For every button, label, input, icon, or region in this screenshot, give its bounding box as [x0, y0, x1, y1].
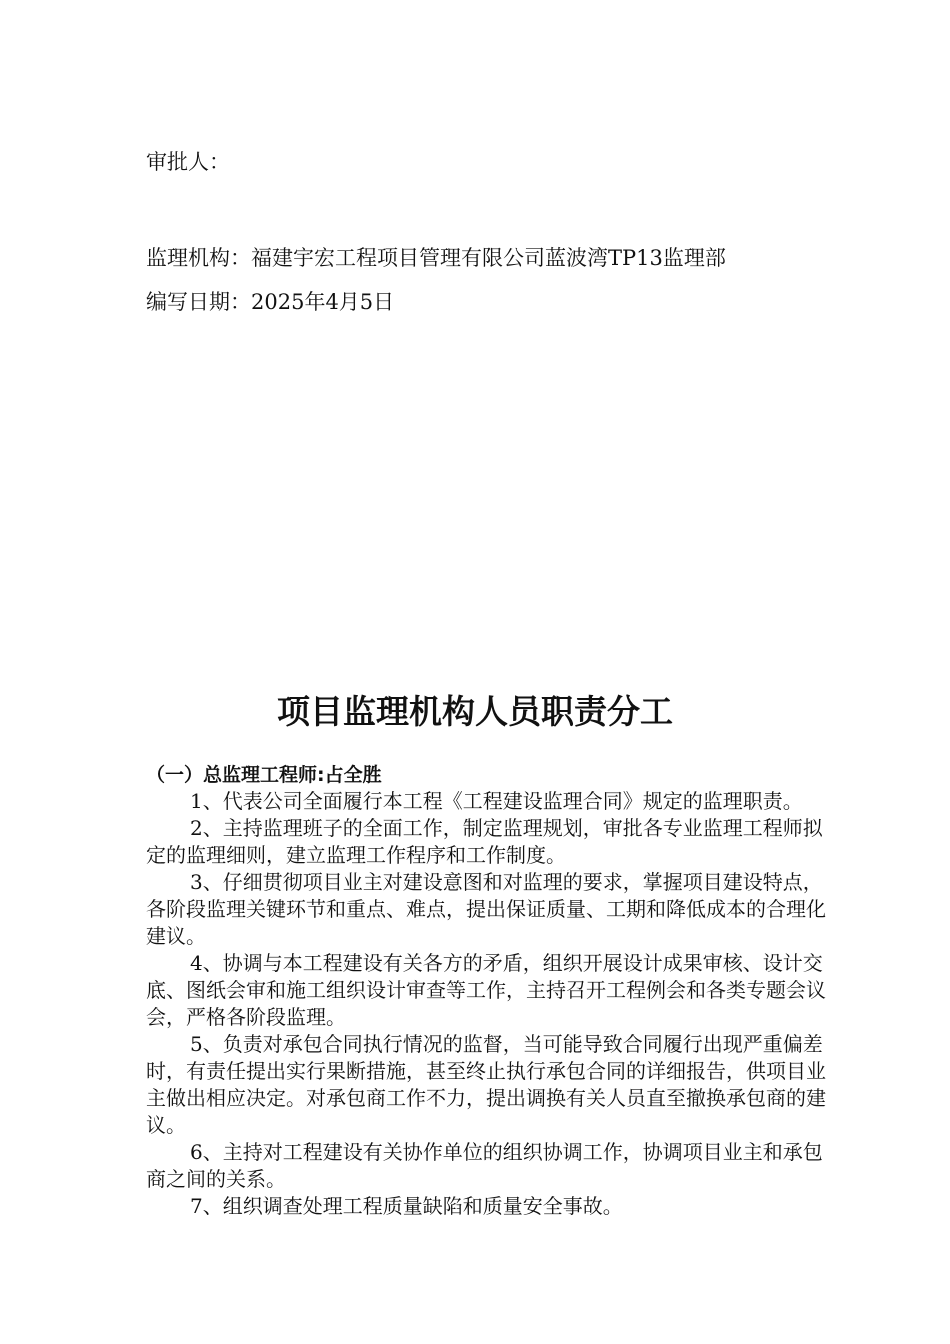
compile-date: 编写日期：2025年4月5日 [146, 290, 395, 314]
duty-list [146, 788, 836, 1220]
duty-item: 7、组织调查处理工程质量缺陷和质量安全事故。 [190, 1194, 623, 1218]
duty-item: 1、代表公司全面履行本工程《工程建设监理合同》规定的监理职责。 [190, 789, 803, 813]
duty-item: 2、主持监理班子的全面工作，制定监理规划，审批各专业监理工程师拟定的监理细则，建立监理工作程序和工作制度。 [146, 816, 823, 867]
approver-label: 审批人： [146, 150, 230, 174]
section-heading: （一）总监理工程师:占全胜 [146, 764, 382, 786]
page-title: 项目监理机构人员职责分工 [277, 692, 673, 731]
duty-item: 3、仔细贯彻项目业主对建设意图和对监理的要求，掌握项目建设特点，各阶段监理关键环节和重点、难点，提出保证质量、工期和降低成本的合理化建议。 [146, 870, 826, 948]
duty-item: 5、负责对承包合同执行情况的监督，当可能导致合同履行出现严重偏差时，有责任提出实行果断措施，甚至终止执行承包合同的详细报告，供项目业主做出相应决定。对承包商工作不力，提出调换有关人员直至撤换承包商的建议。 [146, 1032, 826, 1137]
supervision-organization: 监理机构：福建宇宏工程项目管理有限公司蓝波湾TP13监理部 [146, 246, 726, 270]
duty-item: 6、主持对工程建设有关协作单位的组织协调工作，协调项目业主和承包商之间的关系。 [146, 1140, 823, 1191]
duty-item: 4、协调与本工程建设有关各方的矛盾，组织开展设计成果审核、设计交底、图纸会审和施工组织设计审查等工作，主持召开工程例会和各类专题会议会，严格各阶段监理。 [146, 951, 826, 1029]
